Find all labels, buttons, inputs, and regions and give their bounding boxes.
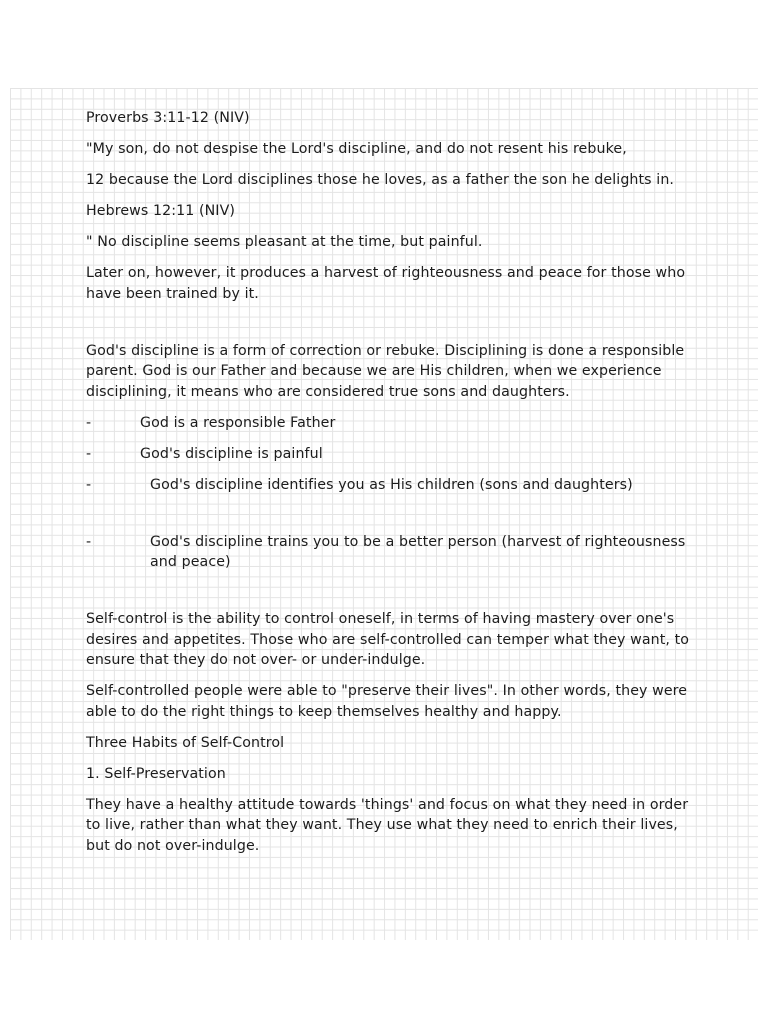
verse1-line1: "My son, do not despise the Lord's discipline, and do not resent his rebuke, <box>86 141 627 157</box>
habits-heading: Three Habits of Self-Control <box>86 734 285 751</box>
preserve-paragraph: Self-controlled people were able to "preserve their lives". In other words, they were able to do the right things to keep themselves healthy and happy. <box>86 683 688 720</box>
bullet-item <box>86 475 706 496</box>
bullet-text: God's discipline trains you to be a better person (harvest of righteousness and peace) <box>150 533 686 570</box>
bullet-text: God is a responsible Father <box>140 414 336 431</box>
bullet-dash: - <box>86 414 92 431</box>
section-gap <box>86 506 706 532</box>
section-gap <box>86 583 706 609</box>
bullet-item <box>86 413 706 434</box>
discipline-paragraph: God's discipline is a form of correction or rebuke. Disciplining is done a responsible parent. God is our Father and because we are His children, when we experience disciplining, it means who are considered true sons and daughters. <box>86 342 685 400</box>
habit1-paragraph: They have a healthy attitude towards 'things' and focus on what they need in order to live, rather than what they want. They use what they need to enrich their lives, but do not over-indulge. <box>86 796 689 854</box>
verse2-line2: Later on, however, it produces a harvest of righteousness and peace for those who have been trained by it. <box>86 265 686 302</box>
bullet-text: God's discipline identifies you as His children (sons and daughters) <box>150 476 633 493</box>
bullet-item <box>86 532 706 573</box>
bullet-dash: - <box>86 476 92 493</box>
bullet-item <box>86 444 706 465</box>
document-body <box>86 108 706 867</box>
verse1-line2: 12 because the Lord disciplines those he loves, as a father the son he delights in. <box>86 172 675 188</box>
selfcontrol-paragraph: Self-control is the ability to control oneself, in terms of having mastery over one's desires and appetites. Those who are self-controlled can temper what they want, to ensure that they do not over- or under-indulge. <box>86 611 690 668</box>
section-gap <box>86 315 706 341</box>
bullet-text: God's discipline is painful <box>140 445 323 462</box>
bullet-dash: - <box>86 533 92 550</box>
verse2-line1: " No discipline seems pleasant at the time, but painful. <box>86 234 483 250</box>
verse2-reference: Hebrews 12:11 (NIV) <box>86 203 236 219</box>
bullet-dash: - <box>86 445 92 462</box>
habit1-heading: 1. Self-Preservation <box>86 765 226 782</box>
verse1-reference: Proverbs 3:11-12 (NIV) <box>86 110 250 126</box>
